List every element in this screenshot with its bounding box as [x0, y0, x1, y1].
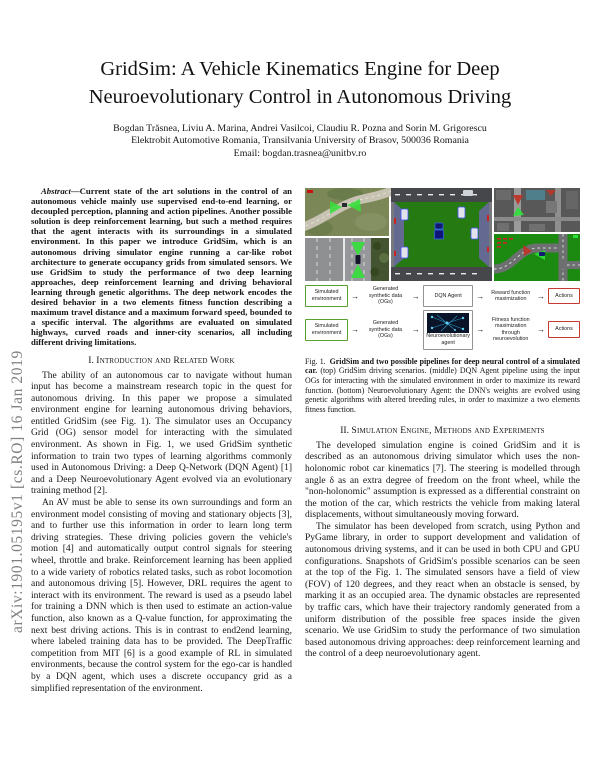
figure-1: [305, 188, 580, 415]
author-block: [30, 123, 570, 160]
ego-car: [435, 223, 444, 239]
fitness-function-label: Fitness function maximization through neuroevolution: [491, 316, 530, 343]
arrow-right-icon: →: [476, 325, 485, 335]
left-column: [31, 186, 292, 695]
generated-data-label: Generated synthetic data (OGs): [368, 320, 403, 339]
section-1-number: I.: [88, 354, 94, 366]
actions-box: Actions: [548, 321, 580, 338]
pipeline-diagrams: [305, 285, 580, 350]
arrow-right-icon: →: [351, 325, 360, 335]
dqn-pipeline-row: [305, 285, 580, 307]
arrow-right-icon: →: [537, 325, 546, 335]
intro-paragraph-1: The ability of an autonomous car to navigate without human input has become a mainstream research topic in the quest for autonomous driving. In this paper we propose a simulated environment engine for learning autonomous driving behaviors, entitled GridSim (see Fig. 1). The simulator uses an Occupancy Grid (OG) sensor model for interacting with the simulated environment. As shown in Fig. 1, we used GridSim synthetic information to train two types of learning algorithms commonly used in Autonomous Driving: a Deep Q-Network (DQN Agent) [1] and a Deep Neuroevolutionary Agent evolved via an evolutionary training method [2].: [31, 370, 292, 497]
abstract-text: —Current state of the art solutions in the control of an autonomous vehicle mainly use supervised end-to-end learning, or decoupled perception, planning and action pipelines. Another possible solution is deep reinforcement learning, but such a method requires that the agent interacts with its surroundings in a simulated environment. In this paper we introduce GridSim, which is an autonomous driving simulator engine running a car-like robot architecture to generate occupancy grids from simulated sensors. We use GridSim to study the performance of two deep learning approaches, deep reinforcement learning and driving behavioral learning through genetic algorithms. The deep network encodes the desired behavior in a two elements fitness function describing a maximum travel distance and a maximum forward speed, bounded to a specific interval. The algorithms are evaluated on simulated highways, curved roads and inner-city scenarios, all including different driving limitations.: [31, 186, 292, 348]
scenario-gridsim-render: [391, 188, 492, 281]
neuroevolutionary-agent-label: Neuroevolutionary agent: [426, 333, 470, 346]
section-2-title: Simulation Engine, Methods and Experiments: [351, 424, 545, 436]
scenario-highway: [305, 238, 389, 281]
traffic-car: [539, 252, 545, 256]
neural-network-thumbnail: [427, 313, 469, 333]
arxiv-stamp: arXiv:1901.05195v1 [cs.RO] 16 Jan 2019: [9, 350, 26, 633]
simulated-environment-box: Simulated environment: [305, 319, 348, 341]
figure-caption-text: (top) GridSim driving scenarios. (middle) DQN Agent pipeline using the input OGs for interacting with the simulated environment in order to maximize its reward function. (bottom) Neuroevolutionary Agent: the DNN's weights are evolved using genetic algorithms with altered breeding rules, in order to maximize a two elements fitness function.: [305, 366, 580, 415]
traffic-car: [356, 255, 361, 264]
figure-scenario-montage: [305, 188, 580, 281]
generated-data-label: Generated synthetic data (OGs): [368, 286, 403, 306]
scenario-synthetic-map: [494, 234, 580, 281]
figure-caption-bold: GridSim and two possible pipelines for deep neural control of a simulated car.: [305, 356, 580, 376]
fov-shade-right: [479, 202, 489, 267]
figure-number: Fig. 1.: [305, 356, 326, 366]
arrow-right-icon: →: [411, 291, 420, 301]
paper-title: GridSim: A Vehicle Kinematics Engine for Deep Neuroevolutionary Control in Autonomous Driving: [88, 58, 512, 108]
traffic-car: [342, 203, 347, 207]
dqn-agent-box: DQN Agent: [423, 285, 474, 307]
right-column: [305, 188, 580, 661]
section-2-heading: [305, 425, 580, 436]
arrow-right-icon: →: [351, 291, 360, 301]
methods-paragraph-2: The simulator has been developed from scratch, using Python and PyGame library, in order to support development and validation of autonomous driving systems, and it can be used in both CPU and GPU configurations. Snapshots of GridSim's possible scenarios can be seen at the top of the Fig. 1. The simulated sensors have a field of view (FOV) of 120 degrees, and they react when an obstacle is sensed, by marking it as an occupied area. The dynamic obstacles are represented by traffic cars, which have their trajectory randomly generated from a uniform distribution of the possible free spaces inside the given scenario. We use GridSim to study the performance of two simulation based autonomous driving approaches: deep reinforcement learning and the control of a deep neuroevolutionary agent.: [305, 521, 580, 660]
actions-box: Actions: [548, 288, 580, 305]
traffic-car: [463, 190, 473, 196]
affiliation-line: Elektrobit Automotive Romania, Transilvania University of Brasov, 500036 Romania: [131, 135, 469, 147]
arrow-right-icon: →: [537, 291, 546, 301]
abstract-label: Abstract: [41, 186, 71, 196]
scenario-country-road: [305, 188, 395, 236]
intro-paragraph-2: An AV must be able to sense its own surroundings and form an environment model consisting of moving and stationary objects [3], and to further use this information in order to learn long term driving strategies. These driving policies govern the vehicle's motion [4] and automatically output control signals for steering wheel, throttle and brake. Reinforcement learning has been applied to a wide variety of robotics related tasks, such as robot locomotion and autonomous driving [5]. However, DRL requires the agent to interact with its environment. The reward is used as a pseudo label for training a DNN which is then used to estimate an action-value function, also known as a Q-value function, for approximating the next best driving actions. This is in contrast to end2end learning, where labeled training data has to be provided. The DeepTraffic competition from MIT [6] is a good example of RL in simulated environments, because the control system for the ego-car is handled by a DQN agent, which uses a discrete occupancy grid as a simplified representation of the environment.: [31, 498, 292, 694]
section-1-heading: [31, 355, 292, 366]
section-2-number: II.: [340, 424, 350, 436]
abstract: [31, 186, 292, 348]
authors-line: Bogdan Trăsnea, Liviu A. Marina, Andrei Vasilcoi, Claudiu R. Pozna and Sorin M. Grigorescu: [113, 123, 487, 134]
scenario-city-aerial: [494, 188, 580, 232]
arrow-right-icon: →: [411, 325, 420, 335]
methods-paragraph-1: The developed simulation engine is coined GridSim and it is described as an autonomous driving simulator which uses the non-holonomic robot car kinematics [7]. The steering is modelled through angle δ as an extra degree of freedom on the front wheel, while the "non-holonomic" assumption is expressed as a differential constraint on the motion of the car, which restricts the vehicle from making lateral displacements, without simultaneously moving forward.: [305, 440, 580, 521]
red-marker: [307, 190, 313, 193]
neuroevolution-pipeline-row: [305, 310, 580, 350]
section-1-title: Introduction and Related Work: [96, 354, 235, 366]
arrow-right-icon: →: [476, 291, 485, 301]
reward-function-label: Reward function maximization: [491, 289, 531, 302]
figure-1-caption: [305, 357, 580, 415]
email-line: Email: bogdan.trasnea@unitbv.ro: [233, 147, 367, 159]
neuroevolutionary-agent-box: [423, 310, 474, 350]
simulated-environment-box: Simulated environment: [305, 285, 348, 307]
